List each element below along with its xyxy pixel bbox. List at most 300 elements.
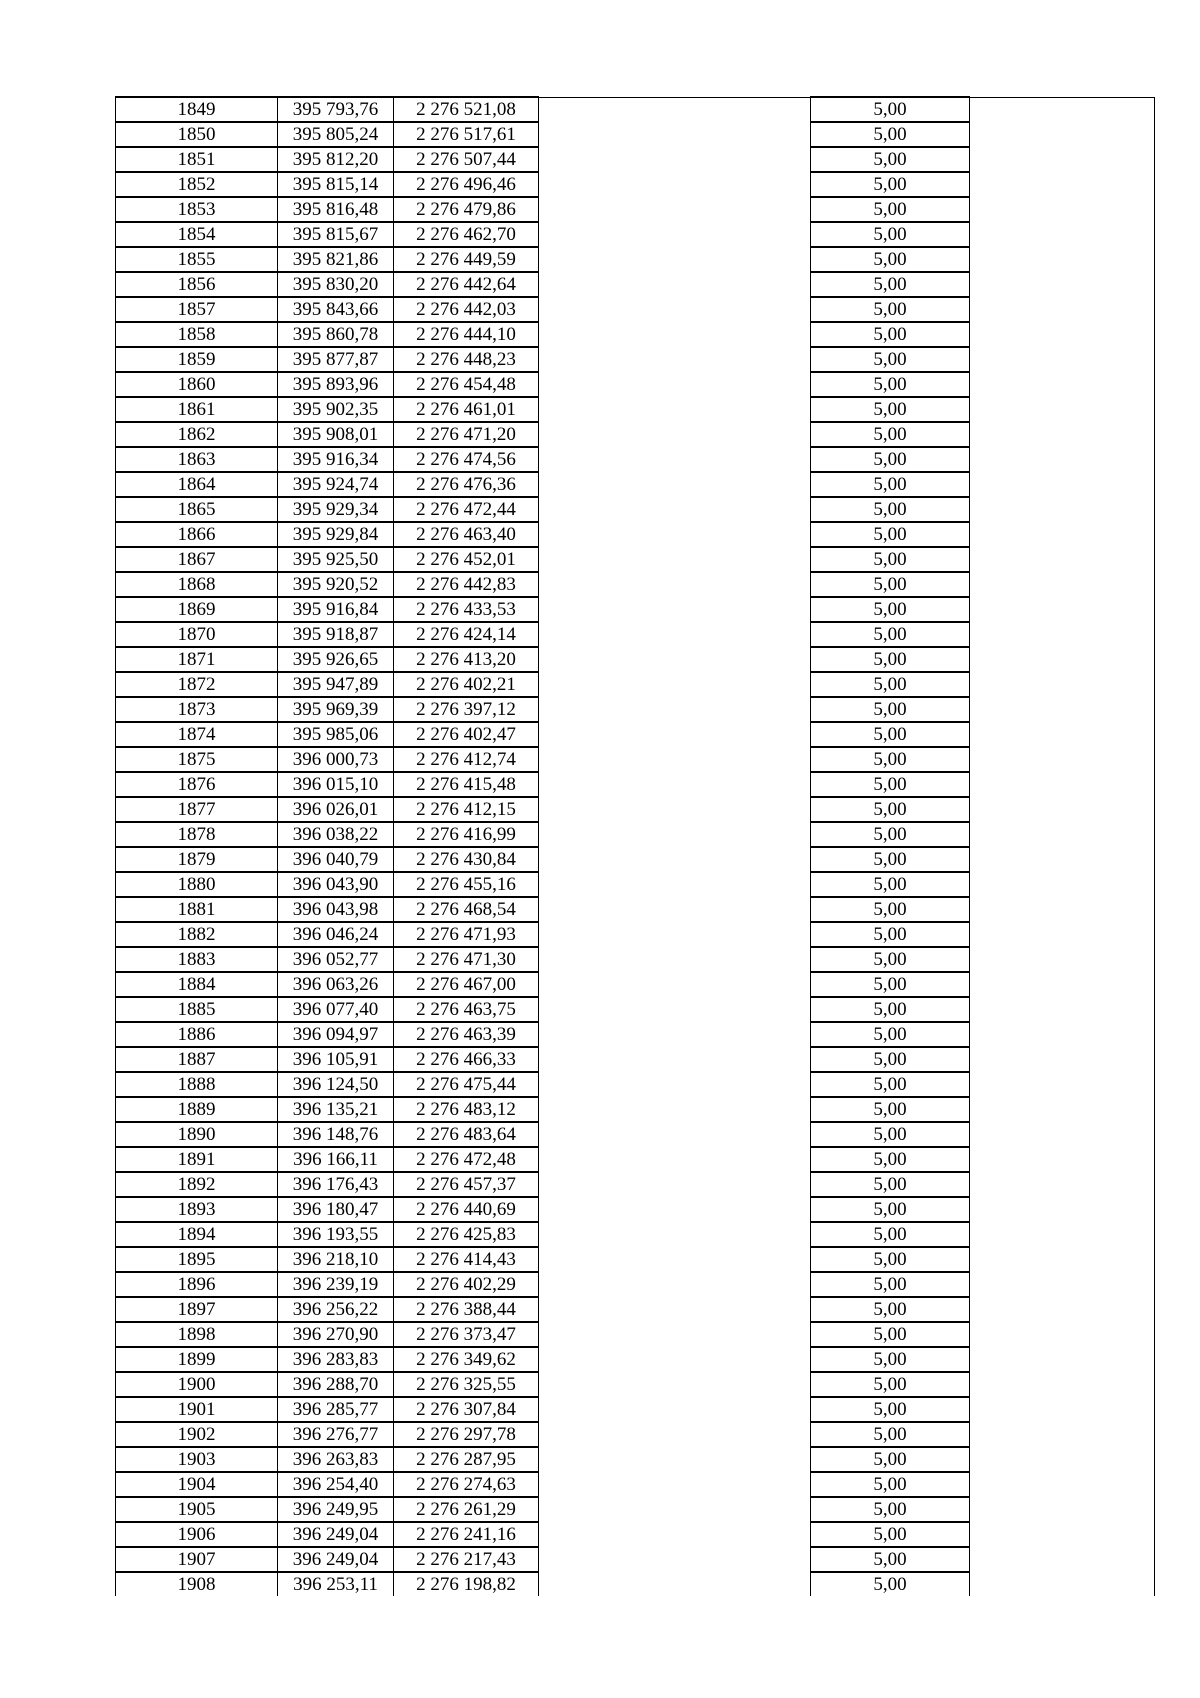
value-cell: 5,00: [811, 397, 970, 422]
y-coordinate-cell: 2 276 415,48: [394, 772, 539, 797]
value-cell: 5,00: [811, 347, 970, 372]
table-row: [116, 1322, 1155, 1347]
y-coordinate-cell: 2 276 307,84: [394, 1397, 539, 1422]
y-coordinate-cell: 2 276 474,56: [394, 447, 539, 472]
table-row: [116, 1197, 1155, 1222]
point-number-cell: 1889: [116, 1097, 278, 1122]
empty-cell: [539, 1222, 811, 1247]
empty-cell: [539, 372, 811, 397]
x-coordinate-cell: 395 821,86: [278, 247, 394, 272]
y-coordinate-cell: 2 276 261,29: [394, 1497, 539, 1522]
point-number-cell: 1906: [116, 1522, 278, 1547]
value-cell: 5,00: [811, 272, 970, 297]
table-row: [116, 597, 1155, 622]
empty-cell: [539, 672, 811, 697]
point-number-cell: 1895: [116, 1247, 278, 1272]
table-row: [116, 472, 1155, 497]
empty-cell: [539, 1097, 811, 1122]
empty-cell: [970, 1247, 1155, 1272]
empty-cell: [970, 647, 1155, 672]
point-number-cell: 1850: [116, 122, 278, 147]
value-cell: 5,00: [811, 697, 970, 722]
y-coordinate-cell: 2 276 424,14: [394, 622, 539, 647]
y-coordinate-cell: 2 276 452,01: [394, 547, 539, 572]
table-row: [116, 322, 1155, 347]
point-number-cell: 1899: [116, 1347, 278, 1372]
x-coordinate-cell: 396 249,04: [278, 1547, 394, 1572]
empty-cell: [970, 1397, 1155, 1422]
x-coordinate-cell: 396 094,97: [278, 1022, 394, 1047]
y-coordinate-cell: 2 276 388,44: [394, 1297, 539, 1322]
table-row: [116, 1522, 1155, 1547]
y-coordinate-cell: 2 276 274,63: [394, 1472, 539, 1497]
empty-cell: [970, 147, 1155, 172]
y-coordinate-cell: 2 276 483,12: [394, 1097, 539, 1122]
point-number-cell: 1875: [116, 747, 278, 772]
x-coordinate-cell: 396 026,01: [278, 797, 394, 822]
point-number-cell: 1890: [116, 1122, 278, 1147]
point-number-cell: 1887: [116, 1047, 278, 1072]
value-cell: 5,00: [811, 1147, 970, 1172]
table-row: [116, 1472, 1155, 1497]
y-coordinate-cell: 2 276 448,23: [394, 347, 539, 372]
x-coordinate-cell: 396 263,83: [278, 1447, 394, 1472]
x-coordinate-cell: 395 805,24: [278, 122, 394, 147]
y-coordinate-cell: 2 276 476,36: [394, 472, 539, 497]
table-row: [116, 1222, 1155, 1247]
empty-cell: [539, 972, 811, 997]
x-coordinate-cell: 395 929,84: [278, 522, 394, 547]
value-cell: 5,00: [811, 972, 970, 997]
y-coordinate-cell: 2 276 402,47: [394, 722, 539, 747]
empty-cell: [970, 947, 1155, 972]
table-row: [116, 897, 1155, 922]
y-coordinate-cell: 2 276 463,75: [394, 997, 539, 1022]
empty-cell: [970, 547, 1155, 572]
x-coordinate-cell: 395 925,50: [278, 547, 394, 572]
x-coordinate-cell: 395 924,74: [278, 472, 394, 497]
y-coordinate-cell: 2 276 440,69: [394, 1197, 539, 1222]
point-number-cell: 1886: [116, 1022, 278, 1047]
point-number-cell: 1884: [116, 972, 278, 997]
point-number-cell: 1864: [116, 472, 278, 497]
x-coordinate-cell: 396 063,26: [278, 972, 394, 997]
value-cell: 5,00: [811, 722, 970, 747]
point-number-cell: 1901: [116, 1397, 278, 1422]
empty-cell: [539, 547, 811, 572]
point-number-cell: 1900: [116, 1372, 278, 1397]
empty-cell: [970, 1522, 1155, 1547]
y-coordinate-cell: 2 276 457,37: [394, 1172, 539, 1197]
empty-cell: [970, 172, 1155, 197]
y-coordinate-cell: 2 276 483,64: [394, 1122, 539, 1147]
x-coordinate-cell: 396 249,95: [278, 1497, 394, 1522]
empty-cell: [539, 622, 811, 647]
empty-cell: [539, 122, 811, 147]
point-number-cell: 1897: [116, 1297, 278, 1322]
point-number-cell: 1867: [116, 547, 278, 572]
empty-cell: [539, 697, 811, 722]
empty-cell: [970, 697, 1155, 722]
value-cell: 5,00: [811, 622, 970, 647]
value-cell: 5,00: [811, 1397, 970, 1422]
empty-cell: [970, 1447, 1155, 1472]
value-cell: 5,00: [811, 522, 970, 547]
value-cell: 5,00: [811, 1097, 970, 1122]
y-coordinate-cell: 2 276 442,83: [394, 572, 539, 597]
value-cell: 5,00: [811, 872, 970, 897]
table-row: [116, 797, 1155, 822]
value-cell: 5,00: [811, 497, 970, 522]
empty-cell: [970, 447, 1155, 472]
empty-cell: [970, 97, 1155, 122]
empty-cell: [539, 1022, 811, 1047]
table-row: [116, 972, 1155, 997]
value-cell: 5,00: [811, 1297, 970, 1322]
y-coordinate-cell: 2 276 449,59: [394, 247, 539, 272]
point-number-cell: 1858: [116, 322, 278, 347]
empty-cell: [970, 1172, 1155, 1197]
value-cell: 5,00: [811, 1347, 970, 1372]
point-number-cell: 1882: [116, 922, 278, 947]
x-coordinate-cell: 396 283,83: [278, 1347, 394, 1372]
y-coordinate-cell: 2 276 471,93: [394, 922, 539, 947]
x-coordinate-cell: 396 180,47: [278, 1197, 394, 1222]
x-coordinate-cell: 396 124,50: [278, 1072, 394, 1097]
value-cell: 5,00: [811, 1022, 970, 1047]
point-number-cell: 1904: [116, 1472, 278, 1497]
x-coordinate-cell: 395 793,76: [278, 97, 394, 122]
point-number-cell: 1885: [116, 997, 278, 1022]
empty-cell: [539, 1547, 811, 1572]
value-cell: 5,00: [811, 1172, 970, 1197]
empty-cell: [970, 1222, 1155, 1247]
empty-cell: [539, 897, 811, 922]
x-coordinate-cell: 396 288,70: [278, 1372, 394, 1397]
point-number-cell: 1896: [116, 1272, 278, 1297]
empty-cell: [539, 1197, 811, 1222]
value-cell: 5,00: [811, 1197, 970, 1222]
point-number-cell: 1862: [116, 422, 278, 447]
x-coordinate-cell: 396 052,77: [278, 947, 394, 972]
point-number-cell: 1866: [116, 522, 278, 547]
empty-cell: [539, 97, 811, 122]
table-row: [116, 1122, 1155, 1147]
empty-cell: [970, 1372, 1155, 1397]
empty-cell: [539, 1347, 811, 1372]
empty-cell: [970, 197, 1155, 222]
y-coordinate-cell: 2 276 517,61: [394, 122, 539, 147]
point-number-cell: 1870: [116, 622, 278, 647]
empty-cell: [970, 122, 1155, 147]
table-row: [116, 1422, 1155, 1447]
x-coordinate-cell: 396 000,73: [278, 747, 394, 772]
x-coordinate-cell: 396 193,55: [278, 1222, 394, 1247]
table-row: [116, 1572, 1155, 1596]
x-coordinate-cell: 395 969,39: [278, 697, 394, 722]
point-number-cell: 1878: [116, 822, 278, 847]
value-cell: 5,00: [811, 447, 970, 472]
y-coordinate-cell: 2 276 471,30: [394, 947, 539, 972]
x-coordinate-cell: 395 815,14: [278, 172, 394, 197]
x-coordinate-cell: 395 920,52: [278, 572, 394, 597]
value-cell: 5,00: [811, 172, 970, 197]
point-number-cell: 1852: [116, 172, 278, 197]
value-cell: 5,00: [811, 222, 970, 247]
point-number-cell: 1898: [116, 1322, 278, 1347]
empty-cell: [539, 872, 811, 897]
x-coordinate-cell: 396 148,76: [278, 1122, 394, 1147]
point-number-cell: 1861: [116, 397, 278, 422]
x-coordinate-cell: 396 253,11: [278, 1572, 394, 1596]
empty-cell: [539, 772, 811, 797]
table-row: [116, 847, 1155, 872]
value-cell: 5,00: [811, 1222, 970, 1247]
empty-cell: [539, 447, 811, 472]
point-number-cell: 1894: [116, 1222, 278, 1247]
empty-cell: [970, 747, 1155, 772]
empty-cell: [539, 397, 811, 422]
value-cell: 5,00: [811, 547, 970, 572]
empty-cell: [539, 947, 811, 972]
value-cell: 5,00: [811, 322, 970, 347]
value-cell: 5,00: [811, 1122, 970, 1147]
x-coordinate-cell: 395 877,87: [278, 347, 394, 372]
y-coordinate-cell: 2 276 507,44: [394, 147, 539, 172]
table-row: [116, 547, 1155, 572]
x-coordinate-cell: 395 985,06: [278, 722, 394, 747]
empty-cell: [539, 1422, 811, 1447]
empty-cell: [970, 997, 1155, 1022]
y-coordinate-cell: 2 276 349,62: [394, 1347, 539, 1372]
empty-cell: [539, 647, 811, 672]
table-row: [116, 222, 1155, 247]
empty-cell: [970, 722, 1155, 747]
table-row: [116, 422, 1155, 447]
point-number-cell: 1905: [116, 1497, 278, 1522]
empty-cell: [970, 322, 1155, 347]
empty-cell: [970, 597, 1155, 622]
table-row: [116, 997, 1155, 1022]
x-coordinate-cell: 395 816,48: [278, 197, 394, 222]
point-number-cell: 1876: [116, 772, 278, 797]
empty-cell: [970, 897, 1155, 922]
empty-cell: [970, 497, 1155, 522]
empty-cell: [539, 1047, 811, 1072]
point-number-cell: 1883: [116, 947, 278, 972]
x-coordinate-cell: 395 916,34: [278, 447, 394, 472]
empty-cell: [539, 272, 811, 297]
y-coordinate-cell: 2 276 373,47: [394, 1322, 539, 1347]
empty-cell: [970, 1122, 1155, 1147]
empty-cell: [970, 622, 1155, 647]
table-row: [116, 572, 1155, 597]
x-coordinate-cell: 396 285,77: [278, 1397, 394, 1422]
y-coordinate-cell: 2 276 416,99: [394, 822, 539, 847]
value-cell: 5,00: [811, 897, 970, 922]
y-coordinate-cell: 2 276 479,86: [394, 197, 539, 222]
value-cell: 5,00: [811, 147, 970, 172]
x-coordinate-cell: 395 812,20: [278, 147, 394, 172]
table-row: [116, 272, 1155, 297]
empty-cell: [539, 822, 811, 847]
value-cell: 5,00: [811, 1497, 970, 1522]
y-coordinate-cell: 2 276 444,10: [394, 322, 539, 347]
x-coordinate-cell: 395 902,35: [278, 397, 394, 422]
empty-cell: [539, 1122, 811, 1147]
empty-cell: [539, 1572, 811, 1596]
empty-cell: [539, 722, 811, 747]
y-coordinate-cell: 2 276 433,53: [394, 597, 539, 622]
empty-cell: [970, 472, 1155, 497]
value-cell: 5,00: [811, 122, 970, 147]
x-coordinate-cell: 396 046,24: [278, 922, 394, 947]
value-cell: 5,00: [811, 597, 970, 622]
table-row: [116, 1047, 1155, 1072]
empty-cell: [539, 147, 811, 172]
point-number-cell: 1903: [116, 1447, 278, 1472]
table-row: [116, 97, 1155, 122]
empty-cell: [539, 1247, 811, 1272]
y-coordinate-cell: 2 276 455,16: [394, 872, 539, 897]
x-coordinate-cell: 395 918,87: [278, 622, 394, 647]
table-row: [116, 297, 1155, 322]
value-cell: 5,00: [811, 572, 970, 597]
x-coordinate-cell: 396 176,43: [278, 1172, 394, 1197]
value-cell: 5,00: [811, 822, 970, 847]
x-coordinate-cell: 395 843,66: [278, 297, 394, 322]
value-cell: 5,00: [811, 1372, 970, 1397]
point-number-cell: 1874: [116, 722, 278, 747]
value-cell: 5,00: [811, 847, 970, 872]
empty-cell: [970, 1272, 1155, 1297]
y-coordinate-cell: 2 276 402,21: [394, 672, 539, 697]
x-coordinate-cell: 396 015,10: [278, 772, 394, 797]
empty-cell: [970, 972, 1155, 997]
y-coordinate-cell: 2 276 475,44: [394, 1072, 539, 1097]
value-cell: 5,00: [811, 422, 970, 447]
point-number-cell: 1872: [116, 672, 278, 697]
empty-cell: [970, 1347, 1155, 1372]
value-cell: 5,00: [811, 1572, 970, 1596]
point-number-cell: 1856: [116, 272, 278, 297]
empty-cell: [970, 1197, 1155, 1222]
value-cell: 5,00: [811, 1247, 970, 1272]
y-coordinate-cell: 2 276 463,39: [394, 1022, 539, 1047]
table-row: [116, 1547, 1155, 1572]
x-coordinate-cell: 395 929,34: [278, 497, 394, 522]
empty-cell: [970, 922, 1155, 947]
empty-cell: [539, 747, 811, 772]
value-cell: 5,00: [811, 472, 970, 497]
y-coordinate-cell: 2 276 297,78: [394, 1422, 539, 1447]
y-coordinate-cell: 2 276 198,82: [394, 1572, 539, 1596]
empty-cell: [970, 372, 1155, 397]
empty-cell: [970, 672, 1155, 697]
x-coordinate-cell: 396 254,40: [278, 1472, 394, 1497]
empty-cell: [539, 1147, 811, 1172]
point-number-cell: 1868: [116, 572, 278, 597]
point-number-cell: 1853: [116, 197, 278, 222]
empty-cell: [970, 572, 1155, 597]
empty-cell: [970, 1547, 1155, 1572]
empty-cell: [539, 922, 811, 947]
y-coordinate-cell: 2 276 472,48: [394, 1147, 539, 1172]
y-coordinate-cell: 2 276 462,70: [394, 222, 539, 247]
empty-cell: [539, 222, 811, 247]
point-number-cell: 1865: [116, 497, 278, 522]
table-row: [116, 372, 1155, 397]
value-cell: 5,00: [811, 747, 970, 772]
x-coordinate-cell: 396 270,90: [278, 1322, 394, 1347]
point-number-cell: 1849: [116, 97, 278, 122]
table-row: [116, 622, 1155, 647]
x-coordinate-cell: 395 926,65: [278, 647, 394, 672]
x-coordinate-cell: 395 893,96: [278, 372, 394, 397]
y-coordinate-cell: 2 276 412,74: [394, 747, 539, 772]
y-coordinate-cell: 2 276 454,48: [394, 372, 539, 397]
table-row: [116, 197, 1155, 222]
value-cell: 5,00: [811, 1547, 970, 1572]
x-coordinate-cell: 396 249,04: [278, 1522, 394, 1547]
point-number-cell: 1857: [116, 297, 278, 322]
y-coordinate-cell: 2 276 413,20: [394, 647, 539, 672]
table-row: [116, 1447, 1155, 1472]
point-number-cell: 1859: [116, 347, 278, 372]
x-coordinate-cell: 396 276,77: [278, 1422, 394, 1447]
table-row: [116, 1172, 1155, 1197]
y-coordinate-cell: 2 276 463,40: [394, 522, 539, 547]
value-cell: 5,00: [811, 247, 970, 272]
table-row: [116, 822, 1155, 847]
y-coordinate-cell: 2 276 412,15: [394, 797, 539, 822]
table-row: [116, 1147, 1155, 1172]
table-row: [116, 497, 1155, 522]
table-row: [116, 1297, 1155, 1322]
value-cell: 5,00: [811, 372, 970, 397]
empty-cell: [970, 1322, 1155, 1347]
empty-cell: [970, 1297, 1155, 1322]
x-coordinate-cell: 396 040,79: [278, 847, 394, 872]
empty-cell: [970, 247, 1155, 272]
x-coordinate-cell: 395 860,78: [278, 322, 394, 347]
table-row: [116, 1497, 1155, 1522]
table-row: [116, 772, 1155, 797]
value-cell: 5,00: [811, 672, 970, 697]
empty-cell: [970, 1047, 1155, 1072]
table-row: [116, 1247, 1155, 1272]
table-row: [116, 872, 1155, 897]
point-number-cell: 1881: [116, 897, 278, 922]
empty-cell: [970, 797, 1155, 822]
y-coordinate-cell: 2 276 241,16: [394, 1522, 539, 1547]
empty-cell: [970, 872, 1155, 897]
table-row: [116, 1072, 1155, 1097]
value-cell: 5,00: [811, 1072, 970, 1097]
y-coordinate-cell: 2 276 466,33: [394, 1047, 539, 1072]
y-coordinate-cell: 2 276 467,00: [394, 972, 539, 997]
empty-cell: [539, 172, 811, 197]
point-number-cell: 1863: [116, 447, 278, 472]
value-cell: 5,00: [811, 922, 970, 947]
empty-cell: [539, 1372, 811, 1397]
table-row: [116, 947, 1155, 972]
y-coordinate-cell: 2 276 461,01: [394, 397, 539, 422]
table-row: [116, 447, 1155, 472]
y-coordinate-cell: 2 276 471,20: [394, 422, 539, 447]
empty-cell: [539, 1522, 811, 1547]
point-number-cell: 1851: [116, 147, 278, 172]
